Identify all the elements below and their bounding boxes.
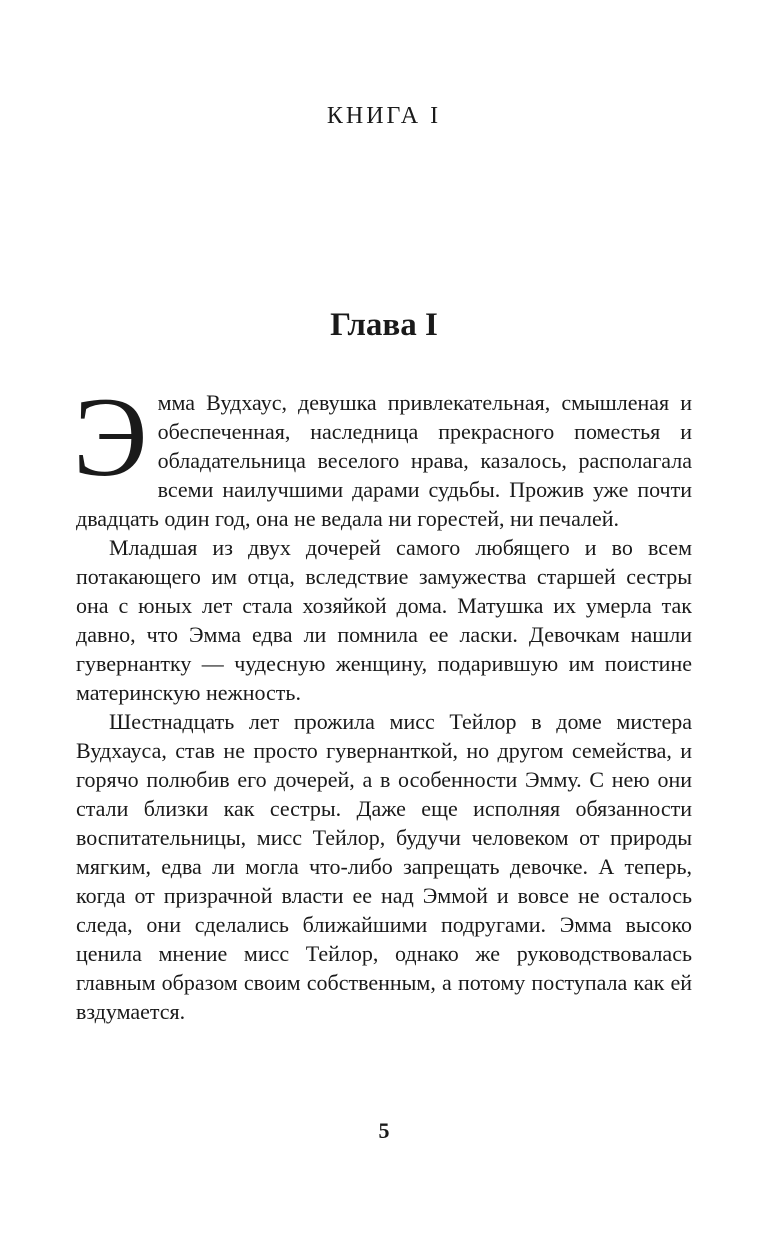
page-number: 5 bbox=[378, 1118, 390, 1143]
paragraph-3: Шестнадцать лет прожила мисс Тейлор в доме мистера Вудхауса, став не просто гувернанткой, но другом семейства, и горячо полюбив его дочерей, а в особенности Эмму. С нею они стали близки как сестры. Даже еще исполняя обязанности воспитательницы, мисс Тейлор, будучи человеком от природы мягким, едва ли могла что-либо запрещать девочке. А теперь, когда от призрачной власти ее над Эммой и вовсе не осталось следа, они сделались ближайшими подругами. Эмма высоко ценила мнение мисс Тейлор, однако же руководствовалась главным образом своим собственным, а потому поступала как ей вздумается. bbox=[76, 709, 692, 1024]
paragraph-2: Младшая из двух дочерей самого любящего и во всем потакающего им отца, вследствие замужества старшей сестры она с юных лет стала хозяйкой дома. Матушка их умерла так давно, что Эмма едва ли помнила ее ласки. Девочкам нашли гувернантку — чудесную женщину, подарившую им поистине материнскую нежность. bbox=[76, 535, 692, 705]
paragraph-1-text: мма Вудхаус, девушка привлекательная, смышленая и обеспеченная, наследница прекрасного поместья и обладательница веселого нрава, казалось, располагала всеми наилучшими дарами судьбы. Прожив уже почти двадцать один год, она не ведала ни горестей, ни печалей. bbox=[76, 390, 692, 531]
drop-cap: Э bbox=[73, 375, 148, 500]
chapter-heading: Глава I bbox=[330, 307, 438, 343]
book-heading: КНИГА I bbox=[326, 103, 442, 129]
paragraph-1 bbox=[73, 375, 692, 533]
body-text bbox=[73, 375, 692, 1026]
